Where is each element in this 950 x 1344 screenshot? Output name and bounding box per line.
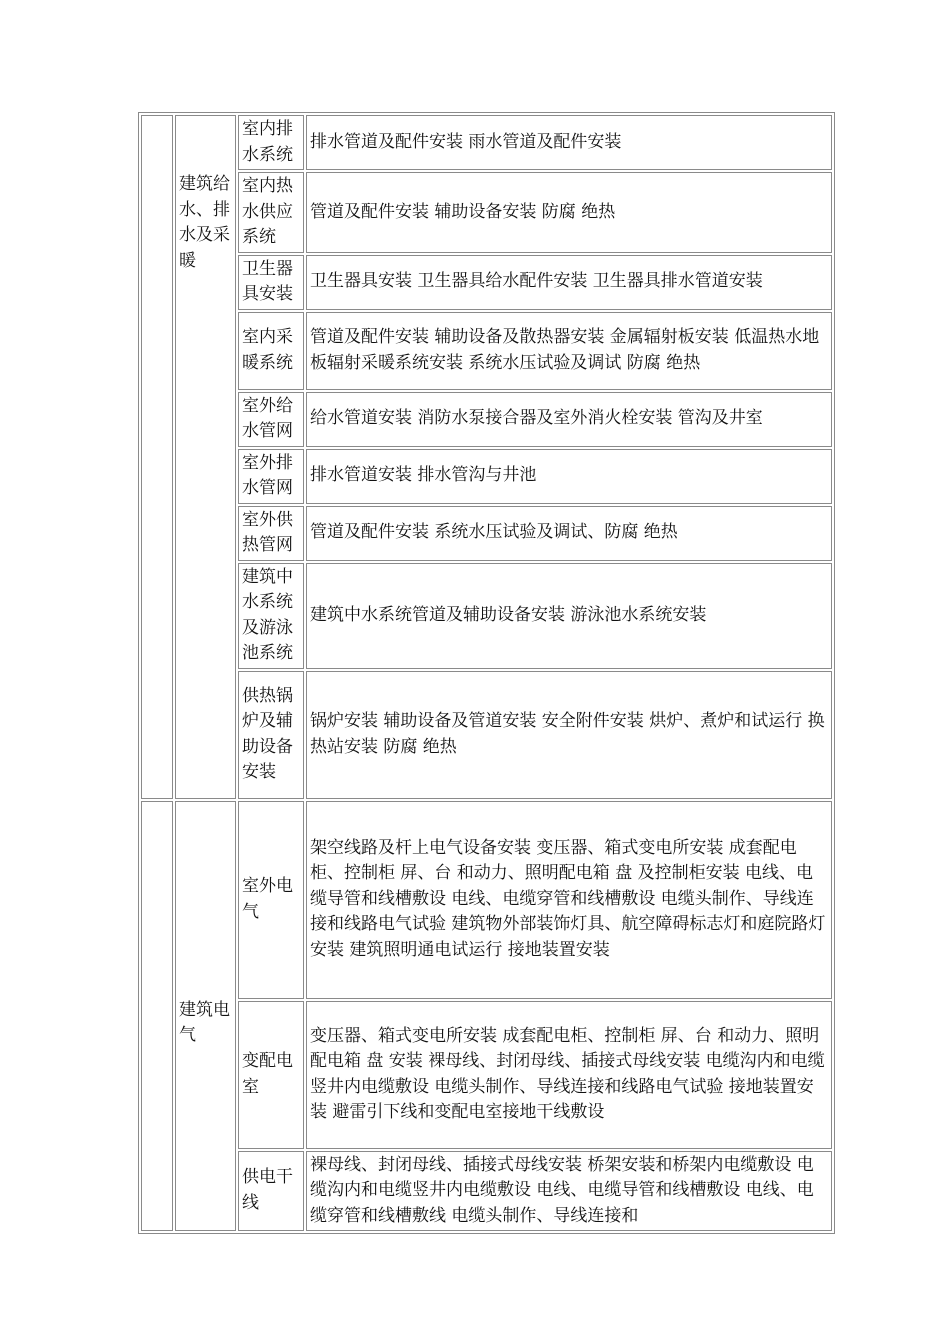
content-cell: 裸母线、封闭母线、插接式母线安装 桥架安装和桥架内电缆敷设 电缆沟内和电缆竖井内电缆敷设 电线、电缆导管和线槽敷设 电线、电缆穿管和线槽敷线 电缆头制作、导线连接和	[306, 1151, 832, 1232]
content-cell: 管道及配件安装 系统水压试验及调试、防腐 绝热	[306, 506, 832, 561]
table-row	[141, 172, 832, 253]
item-cell: 室内排水系统	[238, 115, 304, 170]
item-cell: 供电干线	[238, 1151, 304, 1232]
content-cell: 建筑中水系统管道及辅助设备安装 游泳池水系统安装	[306, 563, 832, 669]
item-cell: 建筑中水系统及游泳池系统	[238, 563, 304, 669]
table-row	[141, 801, 832, 999]
content-cell: 管道及配件安装 辅助设备及散热器安装 金属辐射板安装 低温热水地板辐射采暖系统安装 系统水压试验及调试 防腐 绝热	[306, 312, 832, 390]
table-row	[141, 1151, 832, 1232]
item-cell: 变配电室	[238, 1001, 304, 1149]
content-cell: 架空线路及杆上电气设备安装 变压器、箱式变电所安装 成套配电柜、控制柜 屏、台 和动力、照明配电箱 盘 及控制柜安装 电线、电缆导管和线槽敷设 电线、电缆穿管和线槽敷设 电缆头制作、导线连接和线路电气试验 建筑物外部装饰灯具、航空障碍标志灯和庭院路灯安装 建筑照明通电试运行 接地装置安装	[306, 801, 832, 999]
subdivision-cell: 建筑给水、排水及采暖	[175, 115, 236, 799]
item-cell: 室外给水管网	[238, 392, 304, 447]
table-row	[141, 312, 832, 390]
content-cell: 变压器、箱式变电所安装 成套配电柜、控制柜 屏、台 和动力、照明配电箱 盘 安装 裸母线、封闭母线、插接式母线安装 电缆沟内和电缆竖井内电缆敷设 电缆头制作、导线连接和线路电气试验 接地装置安装 避雷引下线和变配电室接地干线敷设	[306, 1001, 832, 1149]
item-cell: 室内热水供应系统	[238, 172, 304, 253]
table-row	[141, 671, 832, 799]
table-row	[141, 255, 832, 310]
table-row	[141, 1001, 832, 1149]
table-row	[141, 115, 832, 170]
table-row	[141, 563, 832, 669]
item-cell: 供热锅炉及辅助设备安装	[238, 671, 304, 799]
table-row	[141, 392, 832, 447]
content-cell: 卫生器具安装 卫生器具给水配件安装 卫生器具排水管道安装	[306, 255, 832, 310]
table-row	[141, 449, 832, 504]
item-cell: 室内采暖系统	[238, 312, 304, 390]
content-cell: 给水管道安装 消防水泵接合器及室外消火栓安装 管沟及井室	[306, 392, 832, 447]
item-cell: 室外电气	[238, 801, 304, 999]
content-cell: 锅炉安装 辅助设备及管道安装 安全附件安装 烘炉、煮炉和试运行 换热站安装 防腐 绝热	[306, 671, 832, 799]
item-cell: 室外排水管网	[238, 449, 304, 504]
content-cell: 排水管道安装 排水管沟与井池	[306, 449, 832, 504]
subdivision-cell: 建筑电气	[175, 801, 236, 1232]
division-cell	[141, 115, 173, 799]
division-cell	[141, 801, 173, 1232]
item-cell: 室外供热管网	[238, 506, 304, 561]
item-cell: 卫生器具安装	[238, 255, 304, 310]
content-cell: 排水管道及配件安装 雨水管道及配件安装	[306, 115, 832, 170]
content-cell: 管道及配件安装 辅助设备安装 防腐 绝热	[306, 172, 832, 253]
table-row	[141, 506, 832, 561]
construction-items-table	[138, 112, 835, 1234]
